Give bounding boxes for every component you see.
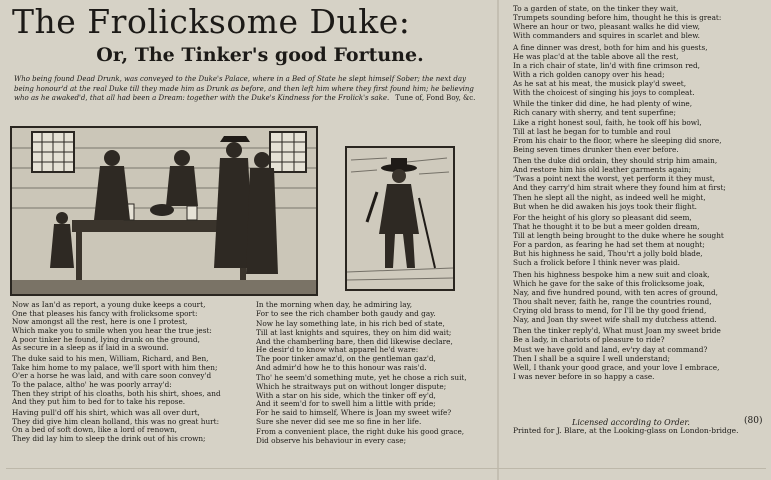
verse-line: Till at last he began for to tumble and roul [513, 126, 671, 136]
verse-line: They did give him clean holland, this was no great hurt: [12, 416, 220, 426]
ballad-intro [14, 75, 488, 104]
verse-line: But his highness he said, Thou'rt a jolly bold blade, [513, 249, 703, 259]
verse-line: As he sat at his meat, the musick play'd sweet, [513, 79, 687, 88]
verse-line: Till at last knights and squires, they on him did wait; [256, 327, 452, 337]
verse-line: From his chair to the floor, where he sleeping did snore, [513, 135, 722, 145]
intro-text: Who being found Dead Drunk, was conveyed to the Duke's Palace, where in a Bed of State he slept himself Sober; the next day being honour'd at the real Duke till they made him as Drunk as before, and then left him where they first found him; he believing who as he awaked'd, that all had been a Dream: together with the Duke's Kindness for the Frolick's sake. [14, 75, 474, 102]
printer-imprint: Printed for J. Blare, at the Looking-glass on London-bridge. [513, 426, 739, 435]
verse-line: In a rich chair of state, lin'd with fine crimson red, [513, 60, 700, 70]
verse-line: For to see the rich chamber both gaudy and gay. [256, 308, 436, 318]
verse-line: In the morning when day, he admiring lay, [256, 301, 413, 309]
verse-line: With commanders and squires in scarlet and blew. [513, 31, 700, 41]
verse-line: Nay, and Joan thy sweet wife shall my dutchess attend. [513, 315, 717, 325]
woodcut-tavern-illustration [12, 128, 316, 294]
woodcut-tinker-figure [345, 146, 455, 291]
verse-line: Then the duke did ordain, they should strip him amain, [513, 156, 718, 165]
column-divider [497, 0, 499, 480]
verse-line: Where an hour or two, pleasant walks he did view, [513, 22, 700, 32]
verse-line: I was never before in so happy a case. [513, 371, 655, 381]
verse-column-middle [256, 301, 488, 446]
verse-line: That he thought it to be but a meer golden dream, [513, 221, 700, 231]
verse-line: On a bed of soft down, like a lord of renown, [12, 425, 177, 435]
verse-column-right [513, 4, 768, 381]
ballad-subtitle: Or, The Tinker's good Fortune. [96, 44, 424, 66]
verse-line: 'Twas a point next the worst, yet perform it they must, [513, 174, 715, 184]
verse-line: With the choicest of singing his joys to compleat. [513, 88, 695, 98]
page-number: (80) [744, 416, 763, 426]
verse-line: For he said to himself, Where is Joan my sweet wife? [256, 407, 452, 417]
verse-line: With a star on his side, which the tinker off ey'd, [256, 390, 436, 400]
verse-line: Be a lady, in chariots of pleasure to ride? [513, 335, 665, 345]
verse-line: To the palace, altho' he was poorly array'd: [12, 379, 172, 389]
verse-line: To a garden of state, on the tinker they wait, [513, 4, 679, 13]
verse-line: Take him home to my palace, we'll sport with him then; [12, 362, 218, 372]
verse-line: And the chamberling bare, then did likewise declare, [256, 336, 453, 346]
woodcut-tinker-illustration [347, 148, 453, 289]
verse-line: Now amongst all the rest, here is one I protest, [12, 317, 188, 327]
tune-line: Tune of, Fond Boy, &c. [395, 94, 476, 102]
verse-line: One that pleases his fancy with frolicksome sport: [12, 308, 198, 318]
verse-line: As secure in a sleep as if laid in a swound. [12, 343, 169, 353]
verse-line: Which make you to smile when you hear the true jest: [12, 325, 212, 335]
ballad-title: The Frolicksome Duke: [12, 2, 411, 41]
verse-line: He was plac'd at the table above all the rest, [513, 51, 679, 61]
verse-line: And restore him his old leather garments again; [513, 165, 692, 175]
verse-line: Tho' he seem'd something mute, yet he chose a rich suit, [256, 373, 467, 383]
verse-line: Now as Ian'd as report, a young duke keeps a court, [12, 301, 206, 309]
verse-line: Rich canary with sherry, and tent superfine; [513, 108, 676, 118]
verse-line: And admir'd how he to this honour was rais'd. [256, 362, 427, 372]
verse-line: Then his highness bespoke him a new suit and cloak, [513, 269, 710, 279]
verse-line: And it seem'd for to swell him a little with pride; [256, 399, 436, 409]
verse-line: And they carry'd him strait where they found him at first; [513, 183, 726, 193]
verse-line: Must we have gold and land, ev'ry day at command? [513, 344, 708, 354]
verse-line: A poor tinker he found, lying drunk on the ground, [12, 334, 200, 344]
verse-line: Then the tinker reply'd, What must Joan my sweet bride [513, 326, 721, 336]
verse-line: Sure she never did see me so fine in her life. [256, 416, 422, 426]
verse-line: Having pull'd off his shirt, which was all over durt, [12, 407, 200, 417]
verse-line: Thou shalt never, faith he, range the countries round, [513, 296, 712, 306]
license-note: Licensed according to Order. [572, 418, 690, 427]
verse-line: O'er a horse he was laid, and with care soon convey'd [12, 371, 212, 381]
verse-line: The duke said to his men, William, Richard, and Ben, [12, 353, 209, 363]
verse-line: Well, I thank your good grace, and your love I embrace, [513, 362, 720, 372]
verse-column-left [12, 301, 252, 444]
verse-line: Being seven times drunker then ever before. [513, 144, 679, 154]
verse-line: And they put him to bed for to take his repose. [12, 397, 186, 407]
verse-line: Which he straitways put on without longer dispute; [256, 381, 447, 391]
verse-line: For a pardon, as fearing he had set them at nought; [513, 240, 705, 250]
verse-line: But when he did awaken his joys took their flight. [513, 201, 697, 211]
verse-line: Then they stript of his cloaths, both his shirt, shoes, and [12, 388, 221, 398]
verse-line: The poor tinker amaz'd, on the gentleman gaz'd, [256, 353, 436, 363]
verse-line: Then he slept all the night, as indeed well he might, [513, 192, 706, 202]
woodcut-tavern-scene [10, 126, 318, 296]
verse-line: Did observe his behaviour in every case; [256, 435, 407, 445]
verse-line: With a rich golden canopy over his head; [513, 69, 665, 79]
verse-line: Trumpets sounding before him, thought he this is great: [513, 13, 722, 23]
verse-line: From a convenient place, the right duke his good grace, [256, 427, 465, 437]
paper-fold-line [6, 468, 766, 469]
verse-line: They did lay him to sleep the drink out of his crown; [12, 433, 206, 443]
verse-line: Such a frolick before I think never was plaid. [513, 258, 680, 268]
verse-line: Nay, and five hundred pound, with ten acres of ground, [513, 287, 718, 297]
verse-line: Which he gave for the sake of this frolicksome joak, [513, 278, 705, 288]
verse-line: He desir'd to know what apparel he'd ware: [256, 345, 419, 355]
verse-line: Like a right honest soul, faith, he took off his bowl, [513, 117, 702, 127]
verse-line: While the tinker did dine, he had plenty of wine, [513, 99, 693, 109]
verse-line: Then I shall be a squire I well understand; [513, 353, 670, 363]
verse-line: Now he lay something late, in his rich bed of state, [256, 319, 445, 329]
verse-line: Crying old brass to mend, for I'll be thy good friend, [513, 306, 707, 315]
verse-line: For the height of his glory so pleasant did seem, [513, 212, 692, 222]
verse-line: Till at length being brought to the duke where he sought [513, 231, 724, 240]
verse-line: A fine dinner was drest, both for him and his guests, [513, 42, 708, 52]
